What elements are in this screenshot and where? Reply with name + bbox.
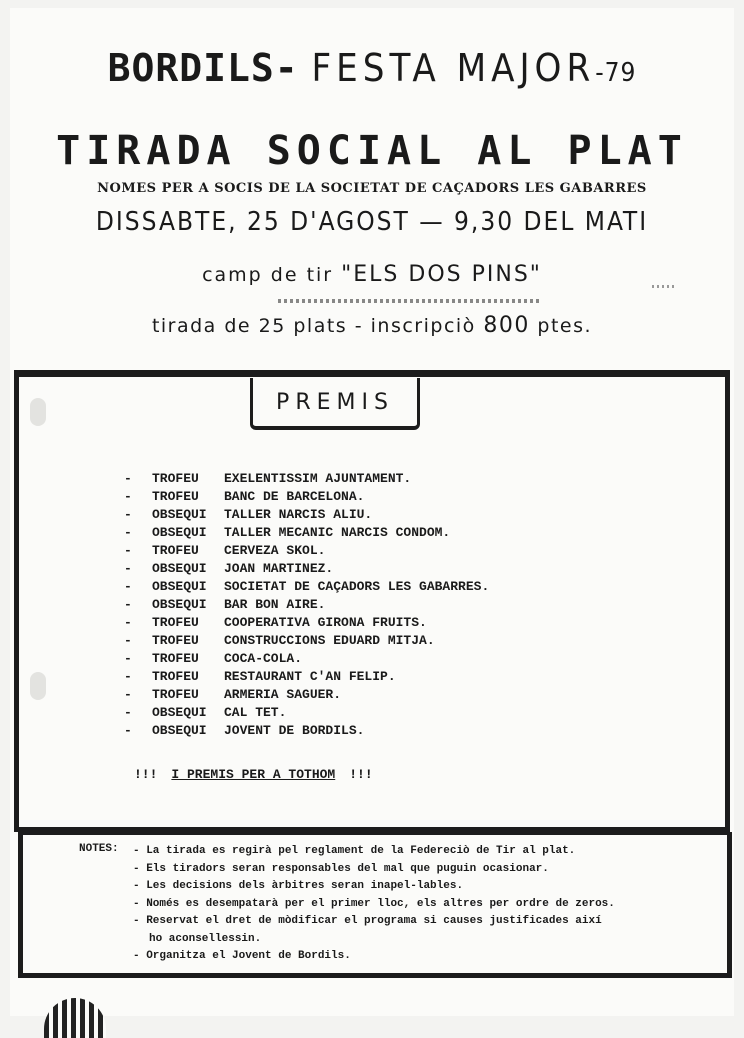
list-item: - TROFEU CERVEZA SKOL.	[124, 543, 326, 558]
details-suffix: ptes.	[537, 315, 593, 337]
exclamation-left: !!!	[134, 767, 158, 782]
event-year: -79	[595, 58, 637, 88]
list-item: - TROFEU ARMERIA SAGUER.	[124, 687, 342, 702]
list-item: - TROFEU CONSTRUCCIONS EDUARD MITJA.	[124, 633, 435, 648]
venue-name: "ELS DOS PINS"	[341, 262, 542, 287]
prizes-heading: PREMIS	[250, 378, 420, 430]
list-item: - OBSEQUI BAR BON AIRE.	[124, 597, 326, 612]
list-item: - TROFEU BANC DE BARCELONA.	[124, 489, 365, 504]
list-item: - OBSEQUI TALLER MECANIC NARCIS CONDOM.	[124, 525, 451, 540]
list-item: - Només es desempatarà per el primer lloc, els altres per ordre de zeros.	[133, 897, 615, 910]
list-item: - OBSEQUI JOAN MARTINEZ.	[124, 561, 334, 576]
town-name: BORDILS-	[107, 46, 299, 90]
main-title: TIRADA SOCIAL AL PLAT	[56, 128, 688, 174]
exclamation-right: !!!	[349, 767, 373, 782]
ink-smudge	[652, 285, 674, 288]
list-item: - Les decisions dels àrbitres seran inapel-lables.	[133, 880, 464, 892]
list-item: - Reservat el dret de mòdificar el programa si causes justificades així	[133, 915, 602, 927]
venue-prefix: camp de tir	[202, 264, 334, 286]
list-item: - Organitza el Jovent de Bordils.	[133, 950, 351, 962]
list-item: - La tirada es regirà pel reglament de la Federeciò de Tir al plat.	[133, 845, 576, 857]
list-item: - TROFEU COCA-COLA.	[124, 651, 303, 666]
details-price: 800	[483, 313, 530, 338]
notes-label: NOTES:	[79, 843, 119, 855]
prizes-list	[124, 470, 489, 740]
prizes-footer	[134, 767, 373, 782]
venue-line	[0, 262, 744, 287]
list-item: - TROFEU COOPERATIVA GIRONA FRUITS.	[124, 615, 427, 630]
list-item: - TROFEU EXELENTISSIM AJUNTAMENT.	[124, 471, 412, 486]
details-prefix: tirada de 25 plats - inscripciò	[151, 315, 476, 337]
punch-hole	[30, 398, 46, 426]
list-item: ho aconsellessin.	[149, 932, 262, 945]
list-item: - OBSEQUI SOCIETAT DE CAÇADORS LES GABARRES.	[124, 579, 490, 594]
prizes-footer-text: I PREMIS PER A TOTHOM	[171, 767, 336, 782]
header-title-line	[0, 46, 744, 90]
punch-hole	[30, 672, 46, 700]
details-line	[0, 313, 744, 338]
event-date: DISSABTE, 25 D'AGOST — 9,30 DEL MATI	[95, 207, 649, 237]
notes-box	[18, 832, 732, 978]
list-item: - TROFEU RESTAURANT C'AN FELIP.	[124, 669, 396, 684]
event-name: FESTA MAJOR	[311, 46, 596, 90]
dotted-underline	[278, 299, 540, 303]
list-item: - OBSEQUI TALLER NARCIS ALIU.	[124, 507, 373, 522]
notes-list	[133, 843, 615, 966]
list-item: - Els tiradors seran responsables del mal que puguin ocasionar.	[133, 862, 549, 875]
list-item: - OBSEQUI JOVENT DE BORDILS.	[124, 723, 365, 738]
list-item: - OBSEQUI CAL TET.	[124, 705, 287, 720]
eligibility-subtitle: NOMES PER A SOCIS DE LA SOCIETAT DE CAÇADORS LES GABARRES	[97, 181, 647, 196]
